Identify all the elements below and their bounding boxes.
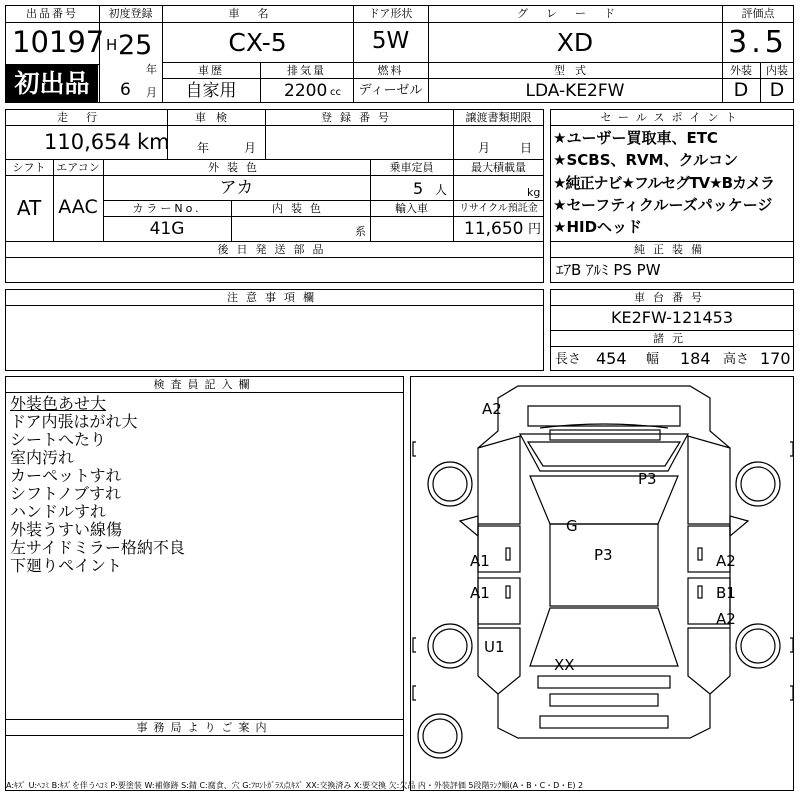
length-label: 長さ (555, 352, 582, 367)
inspector-label: 検査員記入欄 (153, 378, 256, 391)
exterior-color: アカ (219, 178, 254, 198)
damage-mark: P3 (638, 470, 657, 488)
chassis-number: KE2FW-121453 (610, 308, 733, 327)
width-label: 幅 (646, 352, 660, 367)
interior-grade-label: 内装 (766, 64, 788, 77)
displacement: 2200 (284, 81, 328, 101)
seats-unit: 人 (435, 183, 448, 197)
aircon: AAC (58, 196, 98, 218)
lot-number: 10197 (12, 25, 105, 59)
first-listing-badge: 初出品 (6, 65, 98, 102)
model-label: 型式 (554, 64, 596, 77)
inspector-note: 左サイドミラー格納不良 (10, 538, 185, 557)
inspector-note: シートへたり (10, 430, 107, 449)
lot-number-label: 出品番号 (26, 7, 78, 20)
later-parts-label: 後日発送部品 (217, 243, 332, 256)
displacement-unit: cc (330, 87, 341, 98)
exterior-color-label: 外装色 (208, 161, 265, 174)
car-diagram (410, 376, 796, 791)
dimensions-label: 諸元 (653, 332, 691, 345)
plate-label: 登録番号 (321, 111, 397, 124)
seats: 5 (413, 179, 424, 198)
equipment-label: 純正装備 (634, 243, 710, 256)
score-label: 評価点 (741, 7, 775, 20)
color-number: 41G (149, 219, 185, 239)
recycle-deposit-label: リサイクル預託金 (459, 203, 538, 214)
damage-mark: B1 (716, 584, 736, 602)
height-label: 高さ (723, 352, 750, 367)
sales-point-item: ★HIDヘッド (553, 218, 643, 236)
damage-mark: XX (554, 656, 575, 674)
interior-color-label: 内装色 (272, 202, 329, 215)
displacement-label: 排気量 (287, 64, 326, 77)
fuel: ディーゼル (358, 83, 423, 98)
first-registration-label: 初度登録 (108, 7, 153, 20)
interior-color-unit: 系 (355, 225, 366, 238)
car-name-label: 車名 (228, 7, 287, 20)
door-type: 5W (371, 28, 410, 54)
sales-point-item: ★ユーザー買取車、ETC (553, 129, 718, 147)
height: 170 (760, 349, 791, 368)
mileage-unit: km (137, 130, 170, 154)
inspector-note: ドア内張はがれ大 (10, 412, 138, 431)
import-label: 輸入車 (395, 202, 428, 215)
grade-label: グレード (517, 7, 633, 20)
interior-grade: D (769, 79, 785, 101)
era: H (106, 36, 118, 54)
grade: XD (556, 28, 594, 57)
shift: AT (16, 196, 42, 220)
month-unit: 月 (146, 86, 157, 99)
inspector-note: 外装色あせ大 (10, 394, 107, 413)
inspector-note: シフトノブすれ (10, 484, 122, 503)
color-number-label: カラーNo. (132, 202, 202, 215)
load-unit: kg (527, 186, 541, 199)
width: 184 (680, 349, 711, 368)
inspection-year-unit: 年 (197, 141, 210, 155)
year-unit: 年 (146, 63, 157, 76)
sales-points-label: セールスポイント (600, 111, 744, 124)
chassis-label: 車台番号 (634, 291, 710, 304)
damage-mark: U1 (484, 638, 505, 656)
registration-year: 25 (118, 30, 153, 61)
shift-label: シフト (12, 161, 46, 174)
transfer-day-unit: 日 (520, 141, 533, 155)
score: 3.5 (728, 25, 788, 60)
recycle-deposit: 11,650 (464, 219, 524, 239)
sales-point-item: ★純正ナビ★フルセグTV★Bカメラ (553, 174, 775, 192)
registration-month: 6 (120, 80, 131, 100)
exterior-grade: D (733, 79, 749, 101)
model-code: LDA-KE2FW (525, 81, 625, 101)
sales-point-item: ★セーフティクルーズパッケージ (553, 196, 773, 214)
inspector-note: 外装うすい線傷 (10, 520, 123, 539)
inspector-note: 室内汚れ (10, 448, 75, 467)
damage-mark: A2 (716, 552, 736, 570)
fuel-label: 燃料 (377, 64, 404, 77)
history-label: 車歴 (198, 64, 224, 77)
door-label: ドア形状 (368, 7, 413, 20)
inspection-month-unit: 月 (244, 141, 257, 155)
damage-mark: A2 (716, 610, 736, 628)
damage-mark: A2 (482, 400, 502, 418)
equipment-value: ｴｱB ｱﾙﾐ PS PW (556, 261, 661, 279)
transfer-docs-label: 譲渡書類期限 (465, 111, 532, 124)
history: 自家用 (185, 81, 237, 101)
inspection-label: 車検 (195, 111, 237, 124)
inspector-note: 下廻りペイント (10, 556, 123, 575)
damage-mark: P3 (594, 546, 613, 564)
notes-label: 注意事項欄 (227, 291, 322, 304)
office-label: 事務局よりご案内 (136, 721, 273, 734)
inspector-note: ハンドルすれ (10, 502, 107, 521)
sales-point-item: ★SCBS、RVM、クルコン (553, 151, 739, 169)
length: 454 (596, 349, 627, 368)
damage-mark: A1 (470, 552, 490, 570)
transfer-month-unit: 月 (478, 141, 491, 155)
recycle-unit: 円 (528, 222, 542, 237)
car-name: CX-5 (228, 28, 287, 57)
aircon-label: エアコン (56, 161, 100, 174)
damage-mark: G (566, 517, 578, 535)
legend: A:ｷｽﾞ U:ﾍｺﾐ B:ｷｽﾞを伴うﾍｺﾐ P:要塗装 W:補修跡 S:錆 C:腐食、穴 G:ﾌﾛﾝﾄｶﾞﾗｽ点ｷｽﾞ XX:交換済み X:要交換 欠:欠品 内・外装評価 5段階ﾗﾝｸ順(A・B・C・D・E) 2 (6, 781, 584, 790)
mileage-label: 走行 (57, 111, 115, 124)
inspector-note: カーペットすれ (10, 466, 122, 485)
mileage: 110,654 (44, 130, 131, 154)
damage-mark: A1 (470, 584, 490, 602)
max-load-label: 最大積載量 (471, 161, 526, 174)
seats-label: 乗車定員 (389, 161, 434, 174)
exterior-grade-label: 外装 (730, 64, 752, 77)
